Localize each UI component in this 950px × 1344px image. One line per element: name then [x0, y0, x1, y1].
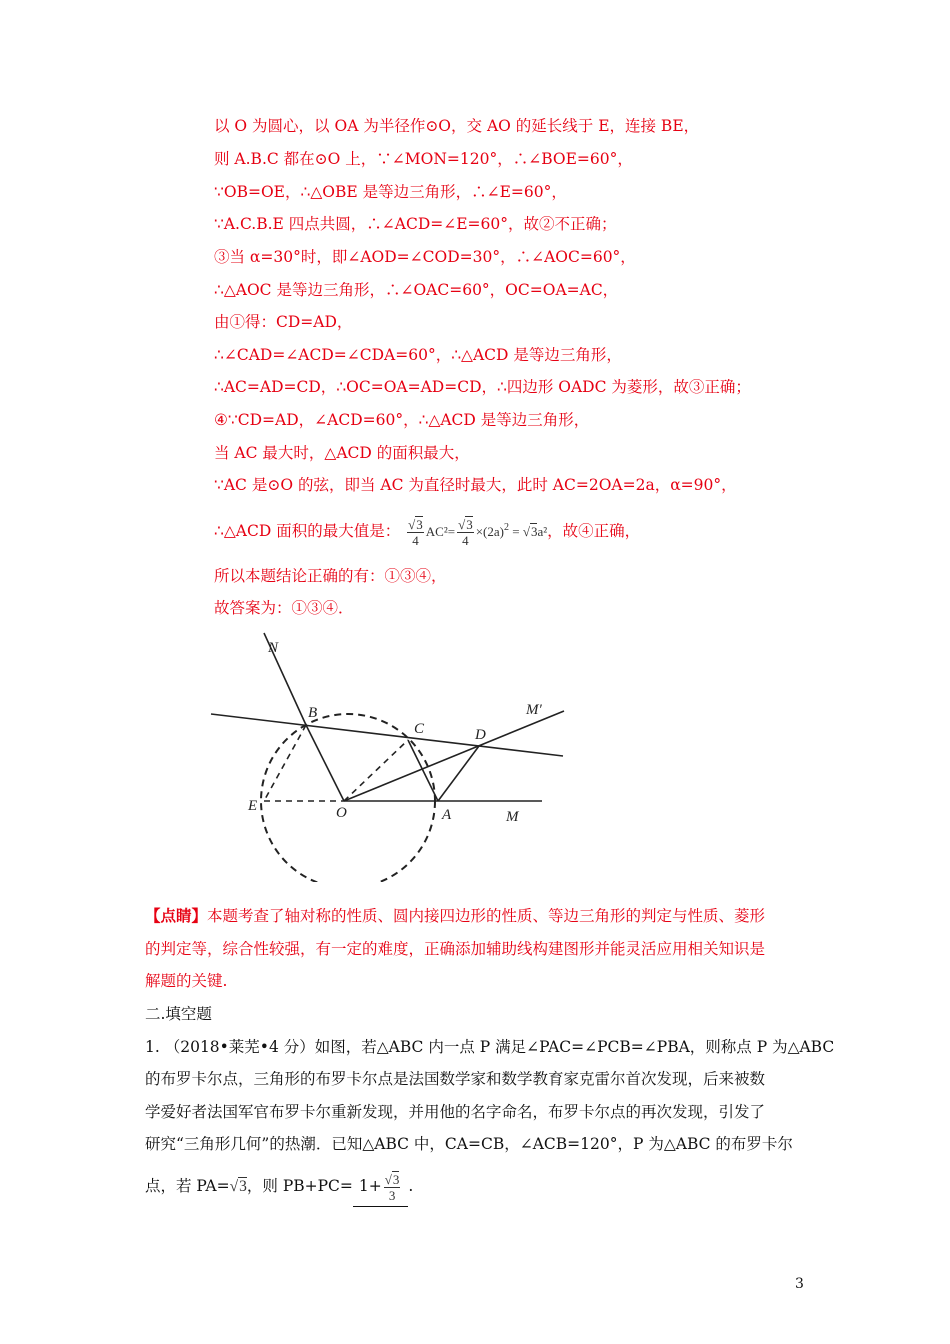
ray-om-prime [344, 711, 564, 801]
line-bcd [211, 714, 563, 756]
problem-line-5-mid: ，则 PB+PC= [246, 1177, 353, 1195]
times-2a: ×(2a) [475, 524, 504, 540]
label-e: E [248, 798, 258, 814]
label-m: M [506, 809, 519, 825]
answer-int: 1+ [358, 1177, 382, 1195]
label-c: C [414, 721, 425, 737]
answer-denominator: 3 [388, 1187, 396, 1203]
answer-fraction: $\frac{√3}{3}$ [384, 1171, 400, 1203]
solution-line-7: 由①得：CD=AD， [214, 313, 353, 331]
frac2-denominator: 4 [462, 532, 469, 548]
conclusion-line: 所以本题结论正确的有：①③④， [214, 567, 447, 585]
dashed-oc [344, 740, 408, 801]
problem-line-5: 点，若 PA=√3，则 PB+PC= 1+ $\frac{√3}{3}$ . [145, 1166, 413, 1207]
solution-line-6: ∴△AOC 是等边三角形，∴∠OAC=60°，OC=OA=AC， [214, 281, 619, 299]
label-n: N [268, 640, 279, 656]
geometry-figure [0, 620, 950, 882]
equals-sign: = [512, 524, 520, 540]
problem-line-1: 1. （2018•莱芜•4 分）如图，若△ABC 内一点 P 满足∠PAC=∠PCB=∠PBA，则称点 P 为△ABC [145, 1038, 835, 1056]
solution-line-9: ∴AC=AD=CD，∴OC=OA=AD=CD，∴四边形 OADC 为菱形，故③正确； [214, 378, 751, 396]
label-o: O [336, 805, 347, 821]
frac1-numerator: 3 [416, 516, 423, 532]
problem-line-5-end: . [408, 1177, 414, 1195]
answer-blank [353, 1166, 409, 1207]
problem-line-2: 的布罗卡尔点，三角形的布罗卡尔点是法国数学家和数学教育家克雷尔首次发现，后来被数 [145, 1070, 766, 1088]
a-squared: a² [537, 524, 548, 540]
answer-numerator: 3 [392, 1171, 400, 1187]
area-prefix: ∴△ACD 面积的最大值是： [214, 522, 401, 541]
comment-tag: 【点睛】 [145, 906, 208, 925]
label-b: B [308, 705, 318, 721]
answer-line: 故答案为：①③④． [214, 599, 354, 617]
comment-text-1: 本题考查了轴对称的性质、圆内接四边形的性质、等边三角形的判定与性质、菱形 [207, 907, 766, 925]
page-number: 3 [795, 1276, 804, 1292]
problem-line-3: 学爱好者法国军官布罗卡尔重新发现，并用他的名字命名，布罗卡尔点的再次发现，引发了 [145, 1103, 766, 1121]
label-d: D [475, 727, 486, 743]
solution-line-4: ∵A.C.B.E 四点共圆，∴∠ACD=∠E=60°，故②不正确； [214, 215, 617, 233]
frac1-denominator: 4 [412, 532, 419, 548]
line-c-a [408, 740, 438, 801]
label-m-prime: M′ [526, 702, 542, 718]
solution-line-1: 以 O 为圆心，以 OA 为半径作⊙O，交 AO 的延长线于 E，连接 BE， [214, 117, 700, 135]
solution-line-5: ③当 α=30°时，即∠AOD=∠COD=30°，∴∠AOC=60°， [214, 248, 636, 266]
area-formula-line: ∴△ACD 面积的最大值是： $\frac{√3}{4}$ AC²= $\frac{√3}{4}$ $\times(2a)^2 = √3a^2$，故④正确， [214, 516, 641, 548]
solution-line-2: 则 A.B.C 都在⊙O 上，∵∠MON=120°，∴∠BOE=60°， [214, 150, 633, 168]
area-suffix: ，故④正确， [547, 522, 641, 541]
section-title: 二.填空题 [145, 1005, 212, 1023]
fraction-sqrt3-over-4-b: $\frac{√3}{4}$ [458, 516, 473, 548]
label-a: A [442, 807, 452, 823]
comment-line-1 [145, 906, 765, 926]
problem-line-4: 研究“三角形几何”的热潮．已知△ABC 中，CA=CB，∠ACB=120°，P 为△ABC 的布罗卡尔 [145, 1135, 793, 1153]
frac2-numerator: 3 [466, 516, 473, 532]
solution-line-12: ∵AC 是⊙O 的弦，即当 AC 为直径时最大，此时 AC=2OA=2a，α=90°， [214, 476, 737, 494]
problem-line-5-prefix: 点，若 PA= [145, 1177, 230, 1195]
solution-line-8: ∴∠CAD=∠ACD=∠CDA=60°，∴△ACD 是等边三角形， [214, 346, 622, 364]
solution-line-11: 当 AC 最大时，△ACD 的面积最大， [214, 444, 470, 462]
solution-line-10: ④∵CD=AD，∠ACD=60°，∴△ACD 是等边三角形， [214, 411, 590, 429]
exponent: 2 [503, 522, 509, 533]
comment-line-3: 解题的关键. [145, 972, 228, 990]
solution-line-3: ∵OB=OE，∴△OBE 是等边三角形，∴∠E=60°， [214, 183, 567, 201]
line-b-o [306, 725, 344, 801]
comment-line-2: 的判定等，综合性较强，有一定的难度，正确添加辅助线构建图形并能灵活应用相关知识是 [145, 940, 766, 958]
pa-root: 3 [239, 1178, 247, 1195]
ac-squared: AC²= [425, 524, 456, 540]
root-3: 3 [530, 524, 538, 540]
fraction-sqrt3-over-4: $\frac{√3}{4}$ [408, 516, 423, 548]
